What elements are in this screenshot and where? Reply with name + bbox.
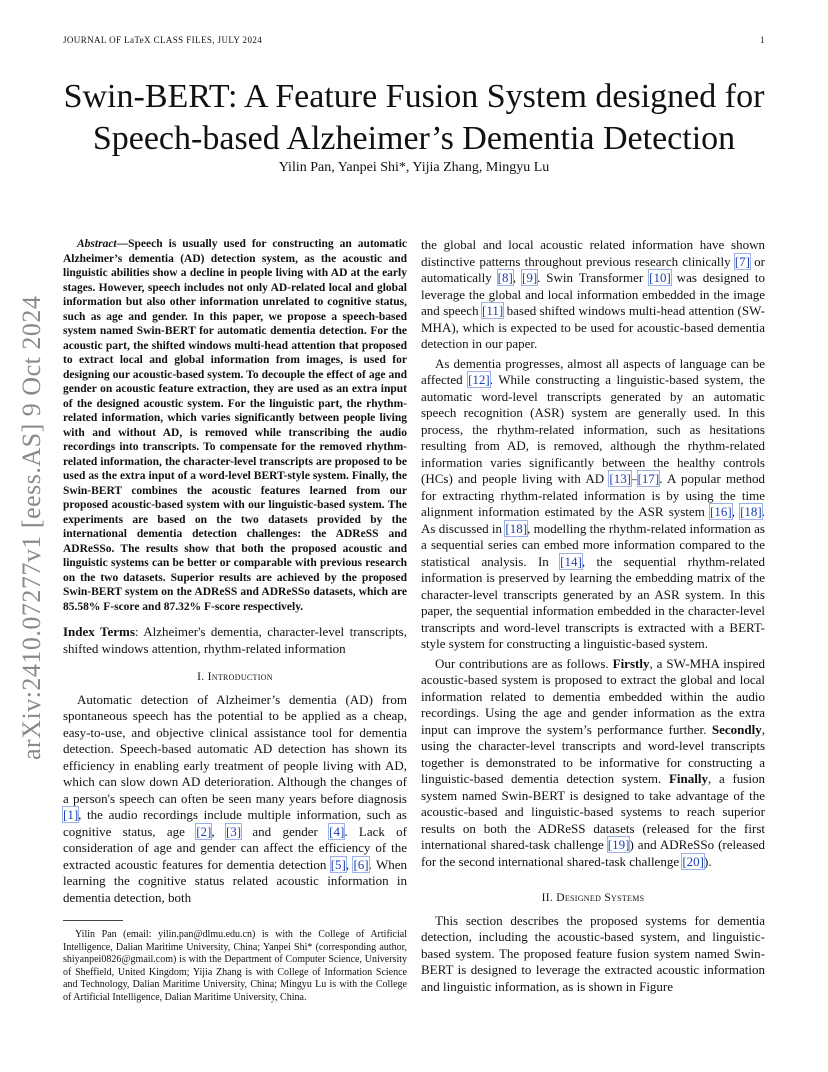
text-run: , a SW-MHA inspired acoustic-based system is proposed to extract the global and local information related to dementia embedded within the audio recordings. Using the age and gender information as the extra input can improve the system’s performance further. xyxy=(421,655,765,737)
paper-title xyxy=(40,76,788,160)
text-run: . While constructing a linguistic-based system, the automatic word-level transcripts generated by an automatic speech recognition (ASR) system are generally used. In this process, the rhythm-related information, such as hesitations resulting from AD, is removed, although the rhythm-related information varies significantly between the healthy controls (HCs) and people living with AD xyxy=(421,372,765,486)
citation-link[interactable]: [2] xyxy=(196,823,212,839)
left-column xyxy=(63,237,407,906)
citation-link[interactable]: [3] xyxy=(225,823,242,839)
abstract-label: Abstract xyxy=(77,238,117,250)
text-run: , xyxy=(211,823,226,839)
running-header: JOURNAL OF LaTeX CLASS FILES, JULY 2024 xyxy=(63,35,263,45)
text-run: , a fusion system named Swin-BERT is designed to take advantage of the acoustic-based and linguistic-based systems to reach superior results on both the ADReSS datasets (released for the first international shared-task challenge xyxy=(421,771,765,852)
index-terms-label: Index Terms xyxy=(63,624,135,639)
text-run: ). xyxy=(704,853,712,869)
citation-link[interactable]: [14] xyxy=(560,553,582,569)
abstract xyxy=(63,237,407,614)
citation-link[interactable]: [16] xyxy=(709,504,732,519)
right-column xyxy=(421,237,765,995)
text-run: . Lack of consideration of age and gender can affect the efficiency of the extracted acoustic features for dementia detection xyxy=(63,823,408,872)
citation-link[interactable]: [8] xyxy=(497,270,513,285)
text-run: , xyxy=(345,856,354,872)
text-run: ) and ADReSSo (released for the second international shared-task challenge xyxy=(421,837,765,869)
text-run: . As discussed in xyxy=(421,504,766,536)
citation-link[interactable]: [13] xyxy=(609,471,632,486)
text-run: . When learning the cognitive status related acoustic information in dementia detection, both xyxy=(63,856,407,905)
paragraph xyxy=(421,356,765,653)
text-run: . A popular method for extracting rhythm-related information is by using the time alignment information estimated by the ASR system xyxy=(421,471,765,519)
citation-link[interactable]: [1] xyxy=(63,807,79,822)
text-run: As dementia progresses, almost all aspects of language can be affected xyxy=(421,355,765,387)
text-run: . Swin Transformer xyxy=(537,270,650,285)
title-line-2: Speech-based Alzheimer’s Dementia Detection xyxy=(92,120,736,157)
section-heading-introduction: I. Introduction xyxy=(197,671,273,683)
emphasis: Secondly xyxy=(711,721,762,737)
index-terms-text: : Alzheimer's dementia, character-level transcripts, shifted windows attention, rhythm-related information xyxy=(63,624,407,656)
arxiv-id-link[interactable]: arXiv:2410.07277v1 [eess.AS] 9 Oct 2024 xyxy=(17,295,46,760)
paragraph xyxy=(421,237,765,353)
citation-link[interactable]: [9] xyxy=(521,270,538,285)
contributions-paragraph xyxy=(421,656,765,871)
text-run: , the sequential rhythm-related information is preserved by learning the embedding matrix of the character-level transcripts generated by an ASR system. In this paper, the sequential information embedded in the character-level transcripts and word-level transcripts is extracted with a BERT-style system for constructing a linguistic-based system. xyxy=(421,553,765,651)
footnote-rule xyxy=(63,920,123,921)
text-run: was designed to leverage the global and local information embedded in the image and speech xyxy=(421,270,766,318)
text-run: , xyxy=(731,504,741,519)
text-run: , xyxy=(512,270,522,285)
citation-link[interactable]: [7] xyxy=(734,253,750,269)
author-footnote: Yilin Pan (email: yilin.pan@dlmu.edu.cn) is with the College of Artificial Intelligence, Dalian Maritime University, China; Yanpei Shi* (corresponding author, shiyanpei0826@gmail.com) is with the Department of Computer Science, University of Sheffield, United Kingdom; Yijia Zhang is with College of Information Science and Technology, Dalian Maritime University, China; Mingyu Lu is with the College of Artificial Intelligence, Dalian Maritime University, China. xyxy=(63,929,407,1003)
text-run: Our contributions are as follows. xyxy=(435,655,613,671)
citation-link[interactable]: [10] xyxy=(649,270,671,285)
citation-link[interactable]: [18] xyxy=(505,520,528,536)
emphasis: Firstly xyxy=(612,655,650,671)
citation-link[interactable]: [6] xyxy=(353,856,369,872)
citation-link[interactable]: [4] xyxy=(329,823,345,839)
text-run: based shifted windows multi-head attention (SW-MHA), which is expected to be used for acoustic-based dementia detection in our paper. xyxy=(421,303,765,351)
page-number: 1 xyxy=(760,35,765,45)
author-list: Yilin Pan, Yanpei Shi*, Yijia Zhang, Mingyu Lu xyxy=(278,160,550,175)
index-terms xyxy=(63,624,407,657)
citation-link[interactable]: [11] xyxy=(482,303,504,318)
paragraph: This section describes the proposed systems for dementia detection, including the acoustic-based system, and linguistic-based system. The proposed feature fusion system named Swin-BERT is designed to leverage the extracted acoustic information and linguistic information, as is shown in Figure xyxy=(421,912,765,994)
text-run: and gender xyxy=(241,823,330,839)
abstract-text: —Speech is usually used for constructing an automatic Alzheimer’s dementia (AD) detection system, as the acoustic and linguistic abilities show a decline in people living with AD at the early stages. However, speech includes not only AD-related local and global information but also other information unrelated to cognitive status, such as age and gender. In this paper, we propose a speech-based system named Swin-BERT for automatic dementia detection. For the acoustic part, the shifted windows multi-head attention that proposed to extract local and global information from images, is used for designing our acoustic-based system. To decouple the effect of age and gender on acoustic feature extraction, they are used as an extra input of the designed acoustic system. For the linguistic part, the rhythm-related information, which varies significantly between people living with and without AD, is removed while transcribing the audio recordings into transcripts. To compensate for the removed rhythm-related information, the character-level transcripts are proposed to be used as the extra input of a word-level BERT-style system. Finally, the Swin-BERT combines the acoustic features learned from our proposed acoustic-based system with our linguistic-based system. The experiments are based on the two datasets provided by the international dementia detection challenges: the ADReSS and ADReSSo. The results show that both the proposed acoustic and linguistic systems can be better or comparable with previous research on the two datasets. Superior results are achieved by the proposed Swin-BERT system on the ADReSS and ADReSSo datasets, which are 85.58% F-score and 87.32% F-score respectively. xyxy=(63,238,407,613)
citation-link[interactable]: [17] xyxy=(637,471,660,486)
intro-paragraph xyxy=(63,692,407,907)
text-run: , using the character-level transcripts and word-level transcripts together is demonstrated to be informative for constructing a linguistic-based dementia detection system. xyxy=(421,721,765,786)
text-run: , the audio recordings include multiple information, such as cognitive status, age xyxy=(63,807,407,839)
text-run: Automatic detection of Alzheimer’s dementia (AD) from spontaneous speech has the potential to be applied as a cheap, easy-to-use, and objective clinical assistance tool for dementia detection. Speech-based automatic AD detection has shown its efficiency in enabling early treatment of people living with AD, which can slow down AD deterioration. Although the changes of a person's speech can often be seen many years before diagnosis xyxy=(63,691,407,806)
text-run: – xyxy=(631,471,638,486)
text-run: the global and local acoustic related information have shown distinctive patterns throughout previous research clinically xyxy=(421,237,765,269)
section-heading-designed-systems: II. Designed Systems xyxy=(541,892,645,904)
citation-link[interactable]: [12] xyxy=(468,372,490,387)
citation-link[interactable]: [5] xyxy=(330,856,346,872)
text-run: or automatically xyxy=(421,253,765,285)
citation-link[interactable]: [19] xyxy=(607,837,630,852)
citation-link[interactable]: [20] xyxy=(682,853,705,869)
emphasis: Finally xyxy=(668,771,708,786)
citation-link[interactable]: [18] xyxy=(740,504,762,519)
title-line-1: Swin-BERT: A Feature Fusion System designed for xyxy=(63,78,765,115)
arxiv-stamp xyxy=(17,295,62,760)
text-run: , modelling the rhythm-related information as a sequential series can embed more information compared to the statistical analysis. In xyxy=(421,520,765,569)
